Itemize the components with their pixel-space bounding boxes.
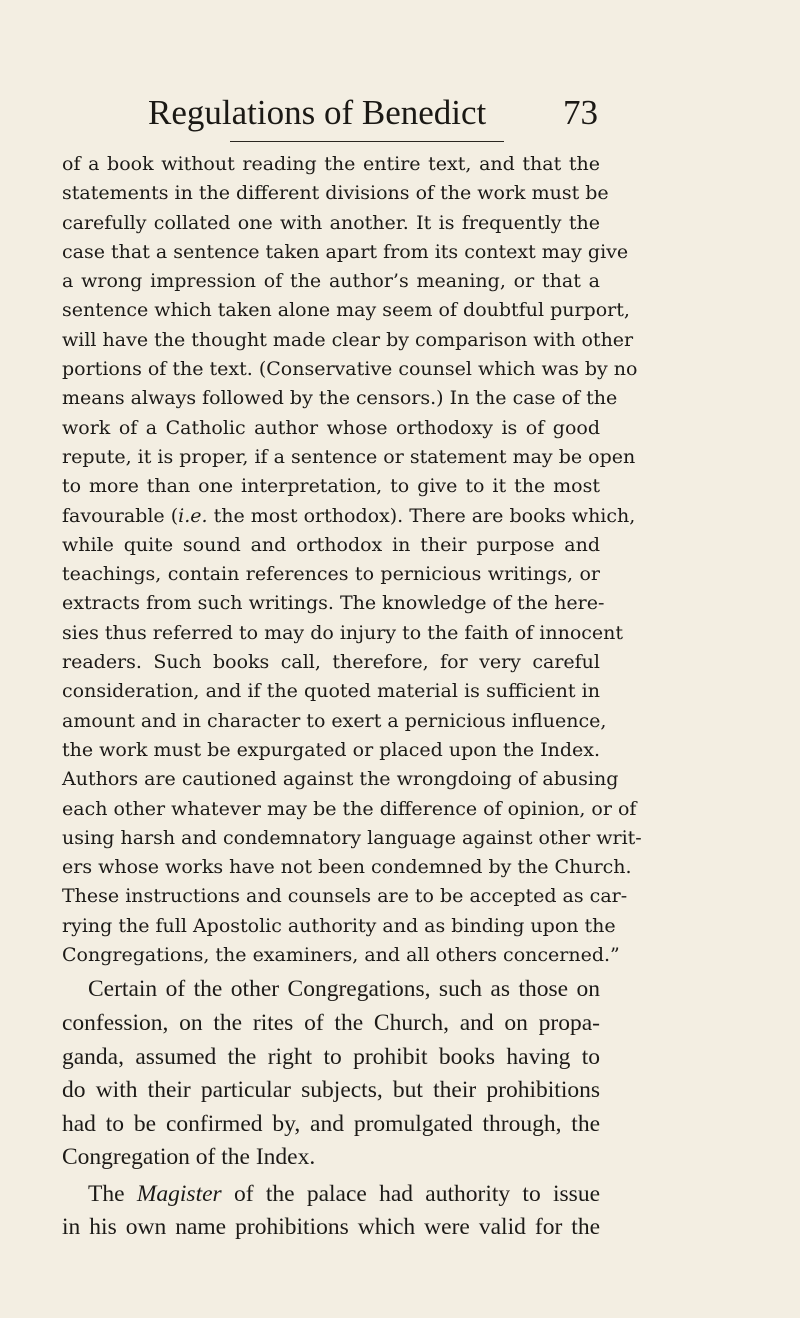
text-line: using harsh and condemnatory language against other writ-: [62, 826, 642, 849]
text-line: carefully collated one with another. It is frequently the: [62, 211, 600, 234]
text-line: ers whose works have not been condemned by the Church.: [62, 856, 632, 879]
text-line: rying the full Apostolic authority and as binding upon the: [62, 914, 616, 937]
text-line: readers. Such books call, therefore, for very careful: [62, 651, 600, 674]
text-line: Congregation of the Index.: [62, 1144, 316, 1171]
text-line: Authors are cautioned against the wrongdoing of abusing: [62, 768, 619, 791]
text-line: statements in the different divisions of the work must be: [62, 182, 609, 205]
text-line: in his own name prohibitions which were valid for the: [62, 1214, 600, 1241]
running-header: [148, 92, 598, 140]
text-line: repute, it is proper, if a sentence or statement may be open: [62, 445, 636, 468]
page-number: 73: [563, 93, 598, 132]
text-line: sentence which taken alone may seem of doubtful purport,: [62, 299, 630, 322]
text-line: Certain of the other Congregations, such as those on: [88, 976, 600, 1003]
paragraph-3: [62, 1178, 600, 1245]
text-line: do with their particular subjects, but their prohibitions: [62, 1077, 600, 1104]
text-line: a wrong impression of the author’s meaning, or that a: [62, 270, 600, 293]
text-line: work of a Catholic author whose orthodoxy is of good: [62, 416, 600, 439]
text-line: of a book without reading the entire text, and that the: [62, 153, 600, 175]
text-line: will have the thought made clear by comparison with other: [62, 328, 634, 351]
text-line: amount and in character to exert a pernicious influence,: [62, 709, 607, 732]
text-line: extracts from such writings. The knowledge of the here-: [62, 592, 605, 615]
text-line: confession, on the rites of the Church, and on propa-: [62, 1009, 600, 1036]
paragraph-2: [62, 973, 600, 1175]
text-line: had to be confirmed by, and promulgated through, the: [62, 1110, 600, 1137]
text-line: while quite sound and orthodox in their purpose and: [62, 533, 600, 556]
text-line: These instructions and counsels are to be accepted as car-: [62, 885, 628, 908]
text-line: consideration, and if the quoted material is sufficient in: [62, 680, 600, 703]
text-line: portions of the text. (Conservative counsel which was by no: [62, 358, 638, 381]
text-line: case that a sentence taken apart from its context may give: [62, 240, 629, 263]
text-line: ganda, assumed the right to prohibit books having to: [62, 1043, 600, 1070]
running-title: Regulations of Benedict: [148, 93, 487, 132]
text-line: each other whatever may be the difference of opinion, or of: [62, 797, 637, 820]
text-line: the work must be expurgated or placed upon the Index.: [62, 738, 601, 761]
header-rule: [230, 141, 504, 142]
text-line: Congregations, the examiners, and all others concerned.”: [62, 944, 620, 967]
text-line: favourable (i.e. the most orthodox). There are books which,: [62, 504, 636, 527]
text-line: sies thus referred to may do injury to the faith of innocent: [62, 621, 624, 644]
paragraph-1: [62, 150, 642, 970]
text-line: to more than one interpretation, to give to it the most: [62, 475, 600, 498]
body-text: [62, 150, 642, 1245]
text-line: means always followed by the censors.) In the case of the: [62, 387, 618, 410]
text-line: The Magister of the palace had authority to issue: [88, 1180, 600, 1207]
text-line: teachings, contain references to pernicious writings, or: [62, 563, 600, 586]
